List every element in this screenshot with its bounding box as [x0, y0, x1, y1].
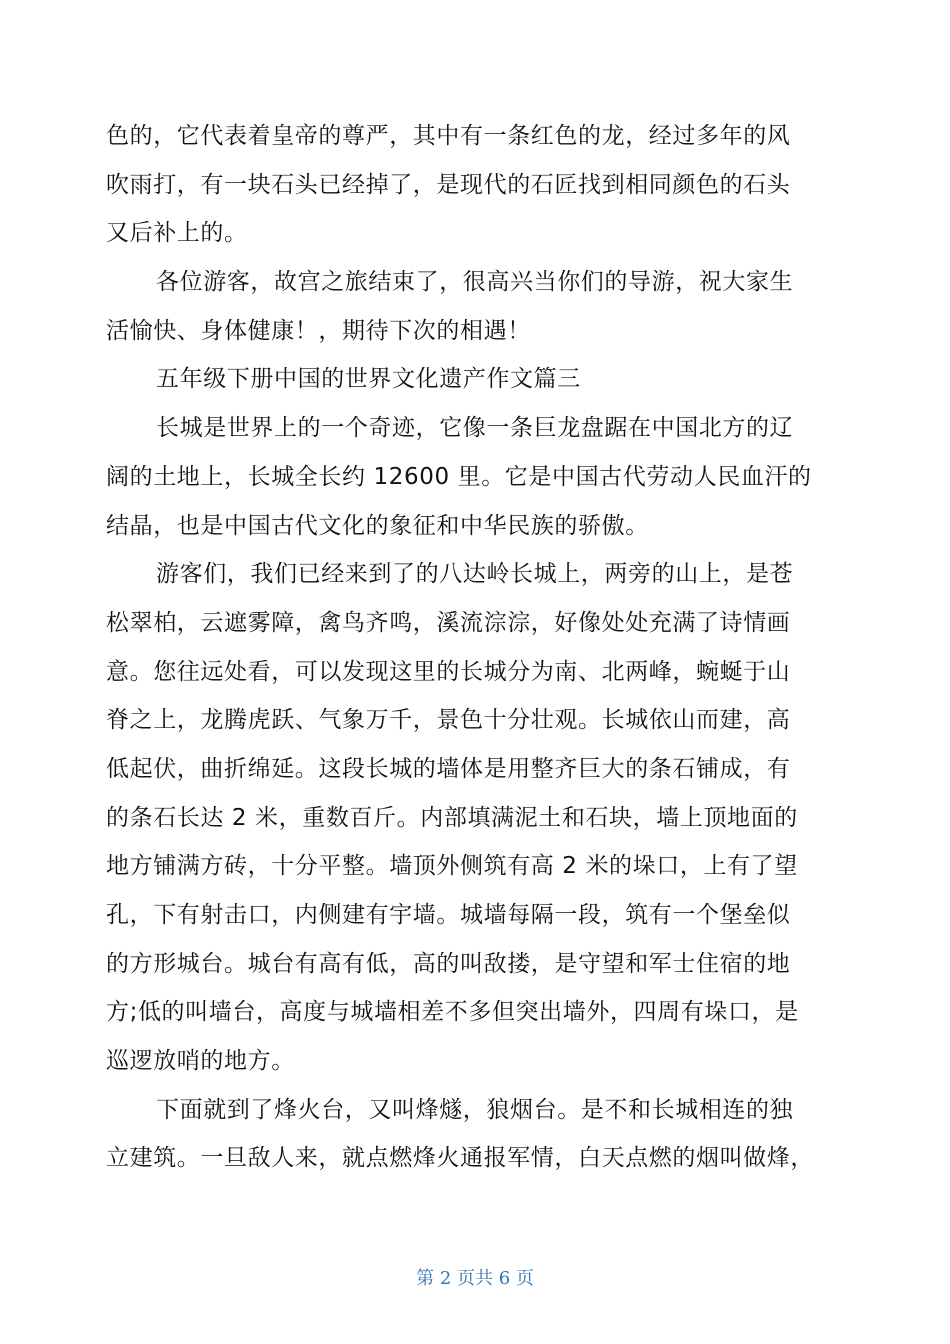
paragraph	[106, 404, 834, 550]
text-line: 的方形城台。城台有高有低，高的叫敌搂，是守望和军士住宿的地	[106, 950, 791, 977]
text-line: 立建筑。一旦敌人来，就点燃烽火通报军情，白天点燃的烟叫做烽，	[106, 1145, 814, 1172]
text-line: 孔，下有射击口，内侧建有宇墙。城墙每隔一段，筑有一个堡垒似	[106, 902, 791, 928]
text-line: 意。您往远处看，可以发现这里的长城分为南、北两峰，蜿蜒于山	[106, 658, 791, 685]
text-line: 游客们，我们已经来到了的八达岭长城上，两旁的山上，是苍	[156, 561, 794, 588]
page-number-footer: 第 2 页共 6 页	[416, 1268, 534, 1289]
text-line: 方;低的叫墙台，高度与城墙相差不多但突出墙外，四周有垛口，是	[106, 999, 799, 1026]
text-line: 各位游客，故宫之旅结束了，很高兴当你们的导游，祝大家生	[156, 269, 794, 296]
paragraph	[106, 112, 834, 258]
text-line: 下面就到了烽火台，又叫烽燧，狼烟台。是不和长城相连的独	[156, 1096, 794, 1123]
text-line: 巡逻放哨的地方。	[106, 1048, 295, 1075]
text-line: 低起伏，曲折绵延。这段长城的墙体是用整齐巨大的条石铺成，有	[106, 755, 791, 782]
text-line: 五年级下册中国的世界文化遗产作文篇三	[156, 366, 581, 393]
text-line: 结晶，也是中国古代文化的象征和中华民族的骄傲。	[106, 512, 649, 539]
paragraph	[106, 258, 834, 355]
text-line: 脊之上，龙腾虎跃、气象万千，景色十分壮观。长城依山而建，高	[106, 707, 791, 734]
paragraph	[106, 550, 834, 1086]
text-line: 活愉快、身体健康！，期待下次的相遇！	[106, 317, 531, 344]
text-line: 长城是世界上的一个奇迹，它像一条巨龙盘踞在中国北方的辽	[156, 415, 794, 442]
text-line: 阔的土地上，长城全长约 12600 里。它是中国古代劳动人民血汗的	[106, 463, 812, 490]
text-line: 又后补上的。	[106, 220, 248, 247]
text-line: 的条石长达 2 米，重数百斤。内部填满泥土和石块，墙上顶地面的	[106, 804, 798, 831]
text-line: 吹雨打，有一块石头已经掉了，是现代的石匠找到相同颜色的石头	[106, 171, 791, 198]
paragraph	[106, 355, 834, 404]
text-line: 地方铺满方砖，十分平整。墙顶外侧筑有高 2 米的垛口，上有了望	[106, 853, 798, 880]
text-line: 松翠柏，云遮雾障，禽鸟齐鸣，溪流淙淙，好像处处充满了诗情画	[106, 609, 791, 636]
body-text	[106, 112, 834, 1183]
paragraph	[106, 1086, 834, 1183]
text-line: 色的，它代表着皇帝的尊严，其中有一条红色的龙，经过多年的风	[106, 123, 791, 149]
